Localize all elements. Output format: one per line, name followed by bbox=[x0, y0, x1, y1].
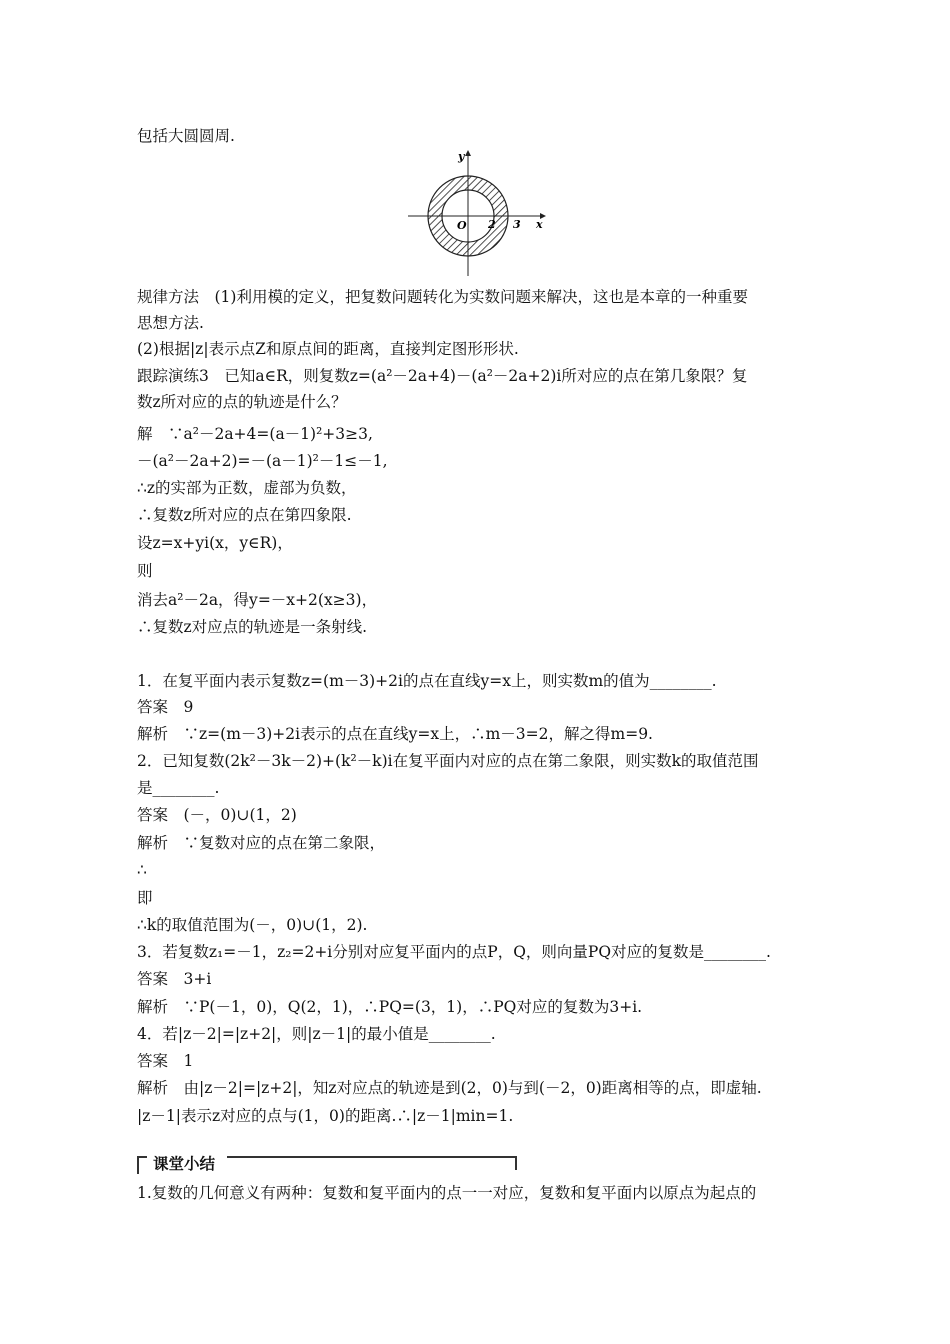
analysis-2: 解析 ∵复数对应的点在第二象限， bbox=[137, 834, 386, 852]
question-2-cont: 是________. bbox=[137, 779, 220, 797]
text-line: 跟踪演练3 已知a∈R，则复数z=(a²－2a+4)－(a²－2a+2)i所对应的点在第几象限？复 bbox=[137, 367, 748, 385]
text-line: 数z所对应的点的轨迹是什么？ bbox=[137, 393, 347, 411]
text-line: 消去a²－2a，得y=－x+2(x≥3)， bbox=[137, 591, 378, 609]
y-axis-label: y bbox=[458, 150, 465, 163]
text-line: ∴k的取值范围为(－，0)∪(1，2). bbox=[137, 916, 368, 934]
question-3: 3．若复数z₁=－1，z₂=2+i分别对应复平面内的点P，Q，则向量PQ对应的复数是________. bbox=[137, 943, 771, 961]
text-line: (2)根据|z|表示点Z和原点间的距离，直接判定图形形状. bbox=[137, 340, 519, 358]
text-line: ∴ bbox=[137, 861, 147, 879]
annulus-figure bbox=[400, 148, 550, 278]
text-line: ∴z的实部为正数，虚部为负数， bbox=[137, 479, 357, 497]
inner-radius-label: 2 bbox=[488, 218, 496, 231]
question-4: 4．若|z－2|=|z+2|，则|z－1|的最小值是________. bbox=[137, 1025, 496, 1043]
summary-text: 1.复数的几何意义有两种：复数和复平面内的点一一对应，复数和复平面内以原点为起点的 bbox=[137, 1184, 757, 1202]
question-1: 1．在复平面内表示复数z=(m－3)+2i的点在直线y=x上，则实数m的值为________. bbox=[137, 672, 717, 690]
text-line: －(a²－2a+2)=－(a－1)²－1≤－1, bbox=[137, 452, 388, 470]
text-line: 包括大圆圆周. bbox=[137, 127, 235, 145]
outer-radius-label: 3 bbox=[513, 218, 521, 231]
summary-title: 课堂小结 bbox=[153, 1155, 216, 1173]
answer-2: 答案 (－，0)∪(1，2) bbox=[137, 806, 297, 824]
annulus-diagram bbox=[400, 148, 550, 278]
text-line: 设z=x+yi(x，y∈R)， bbox=[137, 534, 293, 552]
text-line: ∴复数z对应点的轨迹是一条射线. bbox=[137, 618, 368, 636]
analysis-1: 解析 ∵z=(m－3)+2i表示的点在直线y=x上，∴m－3=2，解之得m=9. bbox=[137, 725, 653, 743]
analysis-3: 解析 ∵P(－1，0)，Q(2，1)，∴PQ=(3，1)，∴PQ对应的复数为3+i. bbox=[137, 998, 643, 1016]
text-line: |z－1|表示z对应的点与(1，0)的距离.∴|z－1|min=1. bbox=[137, 1107, 514, 1125]
answer-1: 答案 9 bbox=[137, 698, 194, 716]
answer-3: 答案 3+i bbox=[137, 970, 212, 988]
text-line: ∴复数z所对应的点在第四象限. bbox=[137, 506, 352, 524]
text-line: 即 bbox=[137, 889, 153, 907]
question-2: 2．已知复数(2k²－3k－2)+(k²－k)i在复平面内对应的点在第二象限，则实数k的取值范围 bbox=[137, 752, 759, 770]
origin-label: O bbox=[457, 219, 467, 232]
answer-4: 答案 1 bbox=[137, 1052, 194, 1070]
text-line: 解 ∵a²－2a+4=(a－1)²+3≥3, bbox=[137, 425, 373, 443]
x-axis-label: x bbox=[536, 218, 543, 231]
text-line: 则 bbox=[137, 562, 153, 580]
summary-header bbox=[137, 1152, 517, 1174]
text-line: 思想方法. bbox=[137, 314, 204, 332]
analysis-4: 解析 由|z－2|=|z+2|，知z对应点的轨迹是到(2，0)与到(－2，0)距离相等的点，即虚轴. bbox=[137, 1079, 762, 1097]
text-line: 规律方法 (1)利用模的定义，把复数问题转化为实数问题来解决，这也是本章的一种重要 bbox=[137, 288, 748, 306]
